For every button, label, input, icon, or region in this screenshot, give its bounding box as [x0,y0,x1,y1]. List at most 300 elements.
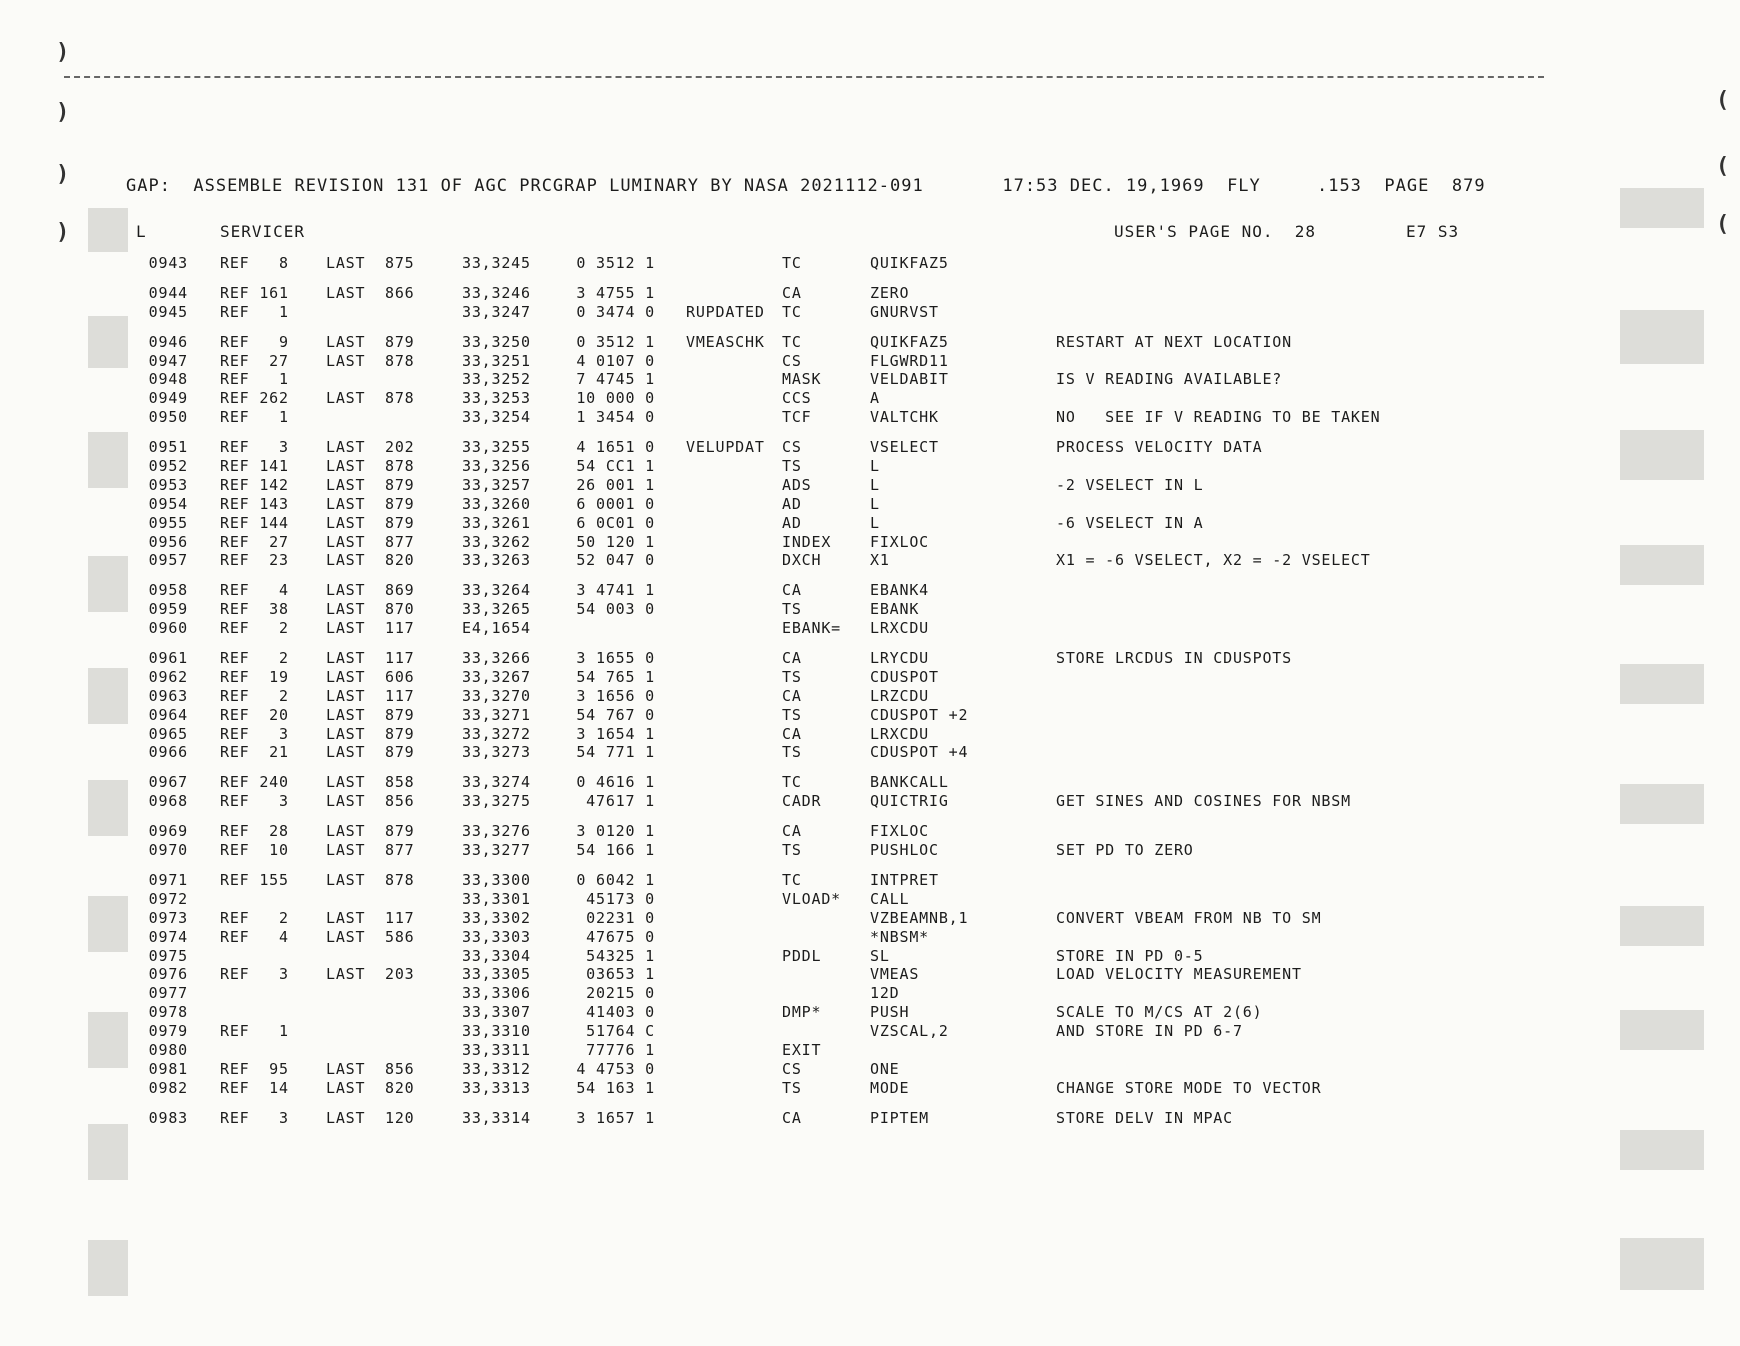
ref-count: REF 142 [220,475,289,494]
octal-code: 0 3512 1 [576,332,655,351]
operand: PIPTEM [870,1108,929,1127]
operand: GNURVST [870,302,939,321]
listing-row [0,457,1740,476]
listing-row [0,370,1740,389]
line-number: 0960 [148,619,188,638]
address: 33,3253 [462,389,531,408]
address: 33,3245 [462,254,531,272]
listing-row [0,581,1740,600]
operand: BANKCALL [870,773,949,792]
address: 33,3301 [462,889,531,908]
last-ref: LAST 869 [326,581,415,600]
listing-row [0,551,1740,570]
address: 33,3270 [462,686,531,705]
octal-code: 52 047 0 [576,551,655,570]
last-ref: LAST 866 [326,283,415,302]
address: 33,3262 [462,532,531,551]
line-number: 0961 [148,649,188,668]
address: 33,3266 [462,649,531,668]
octal-code: 6 0001 0 [576,494,655,513]
address: 33,3247 [462,302,531,321]
octal-code: 10 000 0 [576,389,655,408]
line-number: 0962 [148,667,188,686]
comment: SET PD TO ZERO [1056,841,1194,860]
line-number: 0971 [148,870,188,889]
operand: FLGWRD11 [870,351,949,370]
opcode: AD [782,494,802,513]
comment: -6 VSELECT IN A [1056,513,1204,532]
address: E4,1654 [462,619,531,638]
binder-hole-mark: ) [56,100,70,125]
line-number: 0968 [148,792,188,811]
octal-code: 3 1656 0 [576,686,655,705]
octal-code: 54 765 1 [576,667,655,686]
address: 33,3305 [462,965,531,984]
last-ref: LAST 879 [326,705,415,724]
octal-code: 4 4753 0 [576,1059,655,1078]
ref-count: REF 21 [220,743,289,762]
ref-count: REF 1 [220,370,289,389]
last-ref: LAST 879 [326,475,415,494]
line-number: 0952 [148,457,188,476]
ref-count: REF 3 [220,792,289,811]
operand: CDUSPOT +4 [870,743,969,762]
octal-code: 6 0C01 0 [576,513,655,532]
page-label: PAGE [1384,176,1430,196]
operand: INTPRET [870,870,939,889]
address: 33,3250 [462,332,531,351]
octal-code: 50 120 1 [576,532,655,551]
address: 33,3312 [462,1059,531,1078]
line-number: 0967 [148,773,188,792]
listing-row [0,408,1740,427]
opcode: TCF [782,408,812,427]
address: 33,3302 [462,908,531,927]
last-ref: LAST 878 [326,351,415,370]
scan-noise [1620,1130,1704,1170]
octal-code: 0 3474 0 [576,302,655,321]
octal-code: 0 3512 1 [576,254,655,272]
listing-row [0,743,1740,762]
listing-row [0,1060,1740,1079]
operand: QUIKFAZ5 [870,332,949,351]
opcode: ADS [782,475,812,494]
listing-row [0,600,1740,619]
operand: VSELECT [870,438,939,457]
address: 33,3261 [462,513,531,532]
ref-count: REF 4 [220,581,289,600]
octal-code: 7 4745 1 [576,370,655,389]
ref-count: REF 262 [220,389,289,408]
user-page-number: USER'S PAGE NO. 28 [1114,222,1317,241]
ref-count: REF 9 [220,332,289,351]
operand: PUSH [870,1003,910,1022]
listing-row [0,1079,1740,1098]
operand: ONE [870,1059,900,1078]
opcode: MASK [782,370,822,389]
operand: VELDABIT [870,370,949,389]
comment: GET SINES AND COSINES FOR NBSM [1056,792,1351,811]
symbol-label: VELUPDAT [686,438,765,457]
last-ref: LAST 878 [326,870,415,889]
opcode: TS [782,841,802,860]
symbol-label: VMEASCHK [686,332,765,351]
address: 33,3310 [462,1022,531,1041]
operand: LRXCDU [870,619,929,638]
line-number: 0970 [148,841,188,860]
line-number: 0959 [148,600,188,619]
last-ref: LAST 606 [326,667,415,686]
listing-row [0,706,1740,725]
opcode: CS [782,351,802,370]
line-number: 0965 [148,724,188,743]
opcode: CA [782,581,802,600]
line-number: 0964 [148,705,188,724]
assembly-banner: GAP: ASSEMBLE REVISION 131 OF AGC PRCGRAP LUMINARY BY NASA 2021112-091 [126,176,924,196]
scan-noise [88,208,128,252]
listing-row [0,1003,1740,1022]
last-ref: LAST 117 [326,908,415,927]
octal-code: 3 4741 1 [576,581,655,600]
opcode: CA [782,283,802,302]
opcode: TS [782,457,802,476]
operand: VMEAS [870,965,920,984]
ref-count: REF 2 [220,686,289,705]
operand: VALTCHK [870,408,939,427]
opcode: TC [782,870,802,889]
operand: X1 [870,551,890,570]
ref-count: REF 10 [220,841,289,860]
line-number: 0950 [148,408,188,427]
opcode: INDEX [782,532,832,551]
operand: L [870,457,880,476]
ref-count: REF 2 [220,619,289,638]
address: 33,3264 [462,581,531,600]
octal-code: 4 0107 0 [576,351,655,370]
assembly-flag: FLY [1227,176,1261,196]
ref-count: REF 2 [220,649,289,668]
last-ref: LAST 879 [326,332,415,351]
opcode: CCS [782,389,812,408]
operand: A [870,389,880,408]
last-ref: LAST 820 [326,1078,415,1097]
address: 33,3256 [462,457,531,476]
address: 33,3246 [462,283,531,302]
last-ref: LAST 203 [326,965,415,984]
comment: PROCESS VELOCITY DATA [1056,438,1263,457]
comment: X1 = -6 VSELECT, X2 = -2 VSELECT [1056,551,1371,570]
last-ref: LAST 879 [326,513,415,532]
ref-count: REF 161 [220,283,289,302]
listing-row [0,1041,1740,1060]
operand: VZBEAMNB,1 [870,908,969,927]
ref-count: REF 3 [220,438,289,457]
opcode: TS [782,667,802,686]
last-ref: LAST 879 [326,494,415,513]
scan-noise [88,1124,128,1180]
ref-count: REF 28 [220,822,289,841]
scan-noise [1620,188,1704,228]
address: 33,3272 [462,724,531,743]
opcode: CA [782,724,802,743]
octal-code: 54 CC1 1 [576,457,655,476]
line-number: 0975 [148,946,188,965]
listing-row [0,514,1740,533]
ref-count: REF 1 [220,302,289,321]
address: 33,3251 [462,351,531,370]
last-ref: LAST 202 [326,438,415,457]
octal-code: 03653 1 [586,965,655,984]
comment: IS V READING AVAILABLE? [1056,370,1283,389]
ref-count: REF 240 [220,773,289,792]
octal-code: 47675 0 [586,927,655,946]
line-number: 0969 [148,822,188,841]
opcode: CA [782,649,802,668]
top-dashed-rule [64,76,1544,78]
octal-code: 3 4755 1 [576,283,655,302]
octal-code: 3 0120 1 [576,822,655,841]
operand: CDUSPOT +2 [870,705,969,724]
octal-code: 26 001 1 [576,475,655,494]
ref-count: REF 155 [220,870,289,889]
ref-count: REF 14 [220,1078,289,1097]
line-number: 0976 [148,965,188,984]
address: 33,3271 [462,705,531,724]
opcode: EXIT [782,1040,822,1059]
ref-count: REF 8 [220,254,289,272]
ref-count: REF 141 [220,457,289,476]
operand: ZERO [870,283,910,302]
listing-row [0,619,1740,638]
address: 33,3263 [462,551,531,570]
listing-row [0,822,1740,841]
last-ref: LAST 877 [326,532,415,551]
address: 33,3313 [462,1078,531,1097]
last-ref: LAST 117 [326,649,415,668]
octal-code: 47617 1 [586,792,655,811]
operand: 12D [870,984,900,1003]
line-number: 0974 [148,927,188,946]
octal-code: 3 1654 1 [576,724,655,743]
listing-row [0,909,1740,928]
octal-code: 45173 0 [586,889,655,908]
listing-row [0,495,1740,514]
address: 33,3307 [462,1003,531,1022]
assembly-ref: .153 [1316,176,1362,196]
opcode: TC [782,332,802,351]
ref-count: REF 4 [220,927,289,946]
address: 33,3260 [462,494,531,513]
last-ref: LAST 879 [326,743,415,762]
address: 33,3311 [462,1040,531,1059]
listing-row [0,333,1740,352]
line-number: 0955 [148,513,188,532]
address: 33,3304 [462,946,531,965]
operand: LRZCDU [870,686,929,705]
operand: EBANK [870,600,920,619]
opcode: TC [782,302,802,321]
opcode: CA [782,822,802,841]
line-number: 0963 [148,686,188,705]
listing-row [0,303,1740,322]
line-number: 0980 [148,1040,188,1059]
opcode: DXCH [782,551,822,570]
address: 33,3254 [462,408,531,427]
opcode: CA [782,686,802,705]
operand: CDUSPOT [870,667,939,686]
ref-count: REF 19 [220,667,289,686]
listing-row [0,792,1740,811]
operand: EBANK4 [870,581,929,600]
line-number: 0947 [148,351,188,370]
opcode: TS [782,1078,802,1097]
octal-code: 4 1651 0 [576,438,655,457]
operand: QUICTRIG [870,792,949,811]
last-ref: LAST 877 [326,841,415,860]
octal-code: 54 767 0 [576,705,655,724]
listing-row [0,1022,1740,1041]
comment: AND STORE IN PD 6-7 [1056,1022,1243,1041]
listing-row [0,965,1740,984]
listing-row [0,1109,1740,1128]
ref-count: REF 144 [220,513,289,532]
listing-row [0,649,1740,668]
operand: FIXLOC [870,532,929,551]
ref-count: REF 95 [220,1059,289,1078]
octal-code: 02231 0 [586,908,655,927]
ref-count: REF 27 [220,532,289,551]
address: 33,3277 [462,841,531,860]
opcode: TC [782,773,802,792]
octal-code: 54 166 1 [576,841,655,860]
binder-hole-mark: ) [56,220,70,245]
address: 33,3314 [462,1108,531,1127]
opcode: TS [782,600,802,619]
last-ref: LAST 870 [326,600,415,619]
listing-row [0,533,1740,552]
assembly-listing [0,254,1740,1128]
last-ref: LAST 856 [326,1059,415,1078]
last-ref: LAST 117 [326,686,415,705]
listing-row [0,947,1740,966]
octal-code: 41403 0 [586,1003,655,1022]
listing-header [126,176,1486,196]
octal-code: 51764 C [586,1022,655,1041]
opcode: CADR [782,792,822,811]
last-ref: LAST 586 [326,927,415,946]
line-number: 0983 [148,1108,188,1127]
last-ref: LAST 856 [326,792,415,811]
line-number: 0957 [148,551,188,570]
line-number: 0956 [148,532,188,551]
operand: L [870,513,880,532]
octal-code: 54325 1 [586,946,655,965]
line-number: 0973 [148,908,188,927]
column-marker: L [136,222,147,241]
listing-row [0,890,1740,909]
listing-row [0,389,1740,408]
comment: SCALE TO M/CS AT 2(6) [1056,1003,1263,1022]
last-ref: LAST 878 [326,457,415,476]
listing-row [0,928,1740,947]
line-number: 0979 [148,1022,188,1041]
binder-hole-mark: ) [56,40,70,65]
octal-code: 54 003 0 [576,600,655,619]
address: 33,3300 [462,870,531,889]
line-number: 0977 [148,984,188,1003]
last-ref: LAST 879 [326,822,415,841]
ref-count: REF 38 [220,600,289,619]
binder-hole-mark: ( [1716,88,1730,113]
line-number: 0972 [148,889,188,908]
ref-count: REF 1 [220,408,289,427]
comment: STORE LRCDUS IN CDUSPOTS [1056,649,1292,668]
operand: MODE [870,1078,910,1097]
address: 33,3273 [462,743,531,762]
listing-row [0,352,1740,371]
address: 33,3265 [462,600,531,619]
address: 33,3267 [462,667,531,686]
section-name: SERVICER [220,222,306,241]
listing-row [0,871,1740,890]
comment: LOAD VELOCITY MEASUREMENT [1056,965,1302,984]
octal-code: 0 4616 1 [576,773,655,792]
octal-code: 3 1655 0 [576,649,655,668]
ref-count: REF 3 [220,724,289,743]
opcode: CS [782,1059,802,1078]
last-ref: LAST 878 [326,389,415,408]
address: 33,3274 [462,773,531,792]
line-number: 0981 [148,1059,188,1078]
last-ref: LAST 858 [326,773,415,792]
scan-noise [1620,1238,1704,1290]
octal-code: 1 3454 0 [576,408,655,427]
line-number: 0954 [148,494,188,513]
line-number: 0943 [148,254,188,272]
comment: STORE IN PD 0-5 [1056,946,1204,965]
operand: CALL [870,889,910,908]
listing-row [0,476,1740,495]
ref-count: REF 1 [220,1022,289,1041]
listing-row [0,725,1740,744]
line-number: 0982 [148,1078,188,1097]
page-number: 879 [1451,176,1486,196]
operand: L [870,494,880,513]
line-number: 0966 [148,743,188,762]
binder-hole-mark: ( [1716,212,1730,237]
opcode: TS [782,705,802,724]
address: 33,3255 [462,438,531,457]
binder-hole-mark: ( [1716,154,1730,179]
address: 33,3276 [462,822,531,841]
opcode: CA [782,1108,802,1127]
listing-row [0,438,1740,457]
line-number: 0951 [148,438,188,457]
comment: -2 VSELECT IN L [1056,475,1204,494]
opcode: CS [782,438,802,457]
line-number: 0945 [148,302,188,321]
comment: NO SEE IF V READING TO BE TAKEN [1056,408,1381,427]
listing-row [0,984,1740,1003]
listing-row [0,773,1740,792]
last-ref: LAST 820 [326,551,415,570]
octal-code: 54 163 1 [576,1078,655,1097]
scan-noise [88,1240,128,1296]
operand: *NBSM* [870,927,929,946]
bank-id: E7 S3 [1406,222,1460,241]
address: 33,3303 [462,927,531,946]
octal-code: 54 771 1 [576,743,655,762]
